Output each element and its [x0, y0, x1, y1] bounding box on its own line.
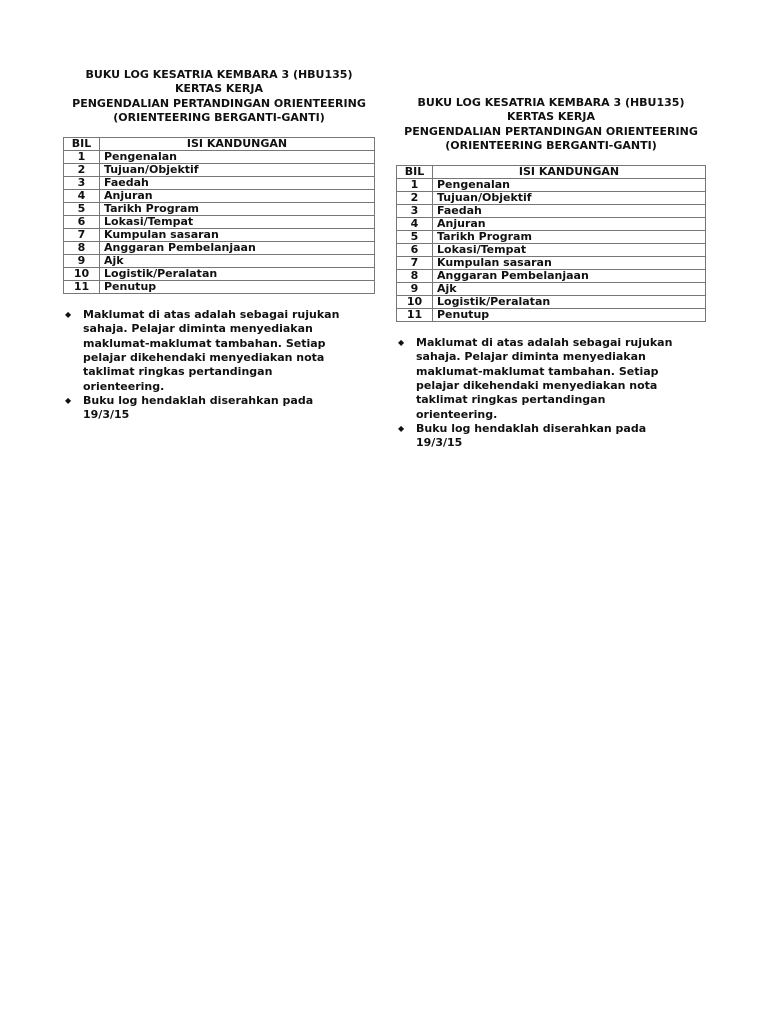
- title-line: KERTAS KERJA: [174, 82, 264, 96]
- table-row: [397, 257, 706, 270]
- table-row: [64, 151, 375, 164]
- title-line: (ORIENTEERING BERGANTI-GANTI): [113, 110, 325, 124]
- right-copy: [396, 96, 706, 451]
- table-row: [397, 179, 706, 192]
- row-number: 10: [397, 296, 433, 309]
- title-line: PENGENDALIAN PERTANDINGAN ORIENTEERING: [404, 124, 698, 138]
- diamond-bullet-icon: ◆: [65, 395, 72, 405]
- row-number: 9: [397, 283, 433, 296]
- header-isi-kandungan: ISI KANDUNGAN: [433, 166, 706, 179]
- row-content: Lokasi/Tempat: [100, 216, 375, 229]
- table-row: [64, 229, 375, 242]
- note-line: Maklumat di atas adalah sebagai rujukan: [83, 308, 340, 322]
- title-line: PENGENDALIAN PERTANDINGAN ORIENTEERING: [72, 96, 366, 110]
- diamond-bullet-icon: ◆: [398, 338, 405, 348]
- row-number: 11: [397, 309, 433, 322]
- row-content: Kumpulan sasaran: [100, 229, 375, 242]
- note-line: taklimat ringkas pertandingan: [83, 365, 273, 379]
- row-content: Logistik/Peralatan: [433, 296, 706, 309]
- row-content: Anggaran Pembelanjaan: [100, 242, 375, 255]
- row-number: 5: [64, 203, 100, 216]
- header-bil: BIL: [397, 166, 433, 179]
- note-item: [65, 308, 375, 394]
- row-number: 11: [64, 281, 100, 294]
- note-line: Buku log hendaklah diserahkan pada: [416, 421, 647, 435]
- table-row: [64, 281, 375, 294]
- notes-list: [396, 336, 706, 450]
- row-number: 10: [64, 268, 100, 281]
- contents-table: [63, 137, 375, 294]
- row-content: Penutup: [433, 309, 706, 322]
- title-line: (ORIENTEERING BERGANTI-GANTI): [445, 138, 657, 152]
- table-row: [397, 192, 706, 205]
- notes-list: [63, 308, 375, 422]
- table-row: [64, 203, 375, 216]
- row-content: Pengenalan: [433, 179, 706, 192]
- table-row: [64, 268, 375, 281]
- note-line: pelajar dikehendaki menyediakan nota: [83, 351, 325, 365]
- note-line: maklumat-maklumat tambahan. Setiap: [83, 336, 326, 350]
- row-number: 7: [397, 257, 433, 270]
- row-content: Tarikh Program: [433, 231, 706, 244]
- note-line: sahaja. Pelajar diminta menyediakan: [416, 350, 646, 364]
- row-number: 7: [64, 229, 100, 242]
- table-row: [64, 216, 375, 229]
- table-row: [397, 205, 706, 218]
- row-content: Logistik/Peralatan: [100, 268, 375, 281]
- row-number: 5: [397, 231, 433, 244]
- table-row: [64, 255, 375, 268]
- note-line: sahaja. Pelajar diminta menyediakan: [83, 322, 313, 336]
- row-content: Tarikh Program: [100, 203, 375, 216]
- table-row: [64, 164, 375, 177]
- document-title: [63, 68, 375, 125]
- row-content: Tujuan/Objektif: [433, 192, 706, 205]
- row-content: Penutup: [100, 281, 375, 294]
- row-content: Faedah: [100, 177, 375, 190]
- note-line: pelajar dikehendaki menyediakan nota: [416, 379, 658, 393]
- left-copy: [63, 68, 375, 423]
- row-content: Anggaran Pembelanjaan: [433, 270, 706, 283]
- note-item: [398, 421, 706, 451]
- row-number: 1: [64, 151, 100, 164]
- document-title: [396, 96, 706, 153]
- note-line: Buku log hendaklah diserahkan pada: [83, 393, 314, 407]
- note-line: Maklumat di atas adalah sebagai rujukan: [416, 336, 673, 350]
- diamond-bullet-icon: ◆: [65, 310, 72, 320]
- row-number: 4: [397, 218, 433, 231]
- row-number: 3: [64, 177, 100, 190]
- row-content: Tujuan/Objektif: [100, 164, 375, 177]
- note-item: [65, 393, 375, 423]
- note-line: orienteering.: [416, 407, 498, 421]
- row-content: Lokasi/Tempat: [433, 244, 706, 257]
- row-content: Ajk: [433, 283, 706, 296]
- row-number: 4: [64, 190, 100, 203]
- header-bil: BIL: [64, 138, 100, 151]
- table-row: [397, 270, 706, 283]
- header-isi-kandungan: ISI KANDUNGAN: [100, 138, 375, 151]
- table-row: [397, 283, 706, 296]
- table-row: [397, 231, 706, 244]
- table-row: [64, 242, 375, 255]
- row-number: 2: [64, 164, 100, 177]
- table-header-row: [397, 166, 706, 179]
- table-row: [397, 296, 706, 309]
- contents-table: [396, 165, 706, 322]
- title-line: BUKU LOG KESATRIA KEMBARA 3 (HBU135): [85, 68, 353, 81]
- row-content: Anjuran: [100, 190, 375, 203]
- row-number: 6: [64, 216, 100, 229]
- title-line: KERTAS KERJA: [506, 110, 596, 124]
- row-content: Kumpulan sasaran: [433, 257, 706, 270]
- row-content: Pengenalan: [100, 151, 375, 164]
- row-content: Faedah: [433, 205, 706, 218]
- row-number: 8: [397, 270, 433, 283]
- row-number: 1: [397, 179, 433, 192]
- note-line: 19/3/15: [83, 408, 130, 422]
- diamond-bullet-icon: ◆: [398, 423, 405, 433]
- note-line: 19/3/15: [416, 436, 463, 450]
- row-number: 9: [64, 255, 100, 268]
- title-line: BUKU LOG KESATRIA KEMBARA 3 (HBU135): [417, 96, 685, 109]
- table-row: [397, 218, 706, 231]
- table-row: [397, 309, 706, 322]
- note-line: maklumat-maklumat tambahan. Setiap: [416, 364, 659, 378]
- note-line: taklimat ringkas pertandingan: [416, 393, 606, 407]
- row-number: 8: [64, 242, 100, 255]
- table-header-row: [64, 138, 375, 151]
- row-number: 2: [397, 192, 433, 205]
- row-number: 6: [397, 244, 433, 257]
- row-number: 3: [397, 205, 433, 218]
- row-content: Ajk: [100, 255, 375, 268]
- table-row: [64, 177, 375, 190]
- note-line: orienteering.: [83, 379, 165, 393]
- table-row: [397, 244, 706, 257]
- row-content: Anjuran: [433, 218, 706, 231]
- note-item: [398, 336, 706, 422]
- table-row: [64, 190, 375, 203]
